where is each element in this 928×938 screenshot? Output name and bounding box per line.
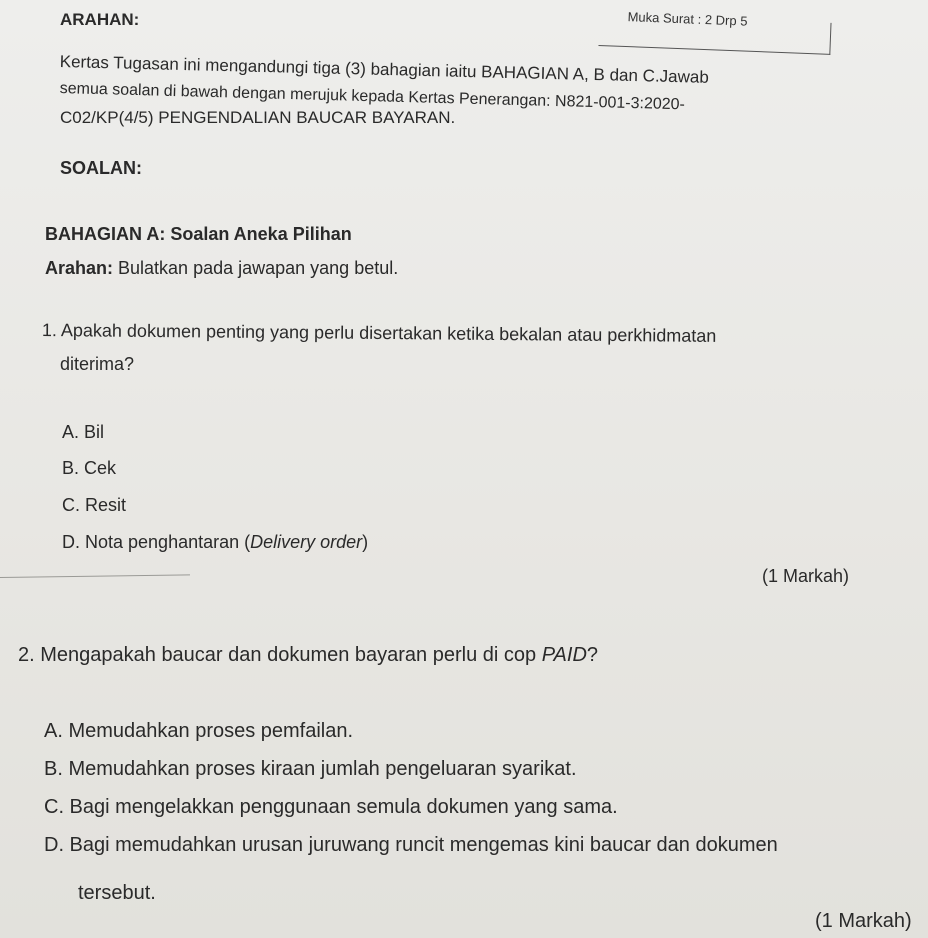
- question-2-option-c: C. Bagi mengelakkan penggunaan semula dokumen yang sama.: [44, 796, 618, 818]
- soalan-heading: SOALAN:: [60, 158, 142, 178]
- section-a-direction: Arahan: Bulatkan pada jawapan yang betul.: [45, 258, 399, 278]
- section-a-title: BAHAGIAN A: Soalan Aneka Pilihan: [45, 224, 352, 244]
- question-1-text-cont: diterima?: [60, 354, 135, 374]
- instruction-line-2: semua soalan di bawah dengan merujuk kepada Kertas Penerangan: N821-001-3:2020-: [59, 80, 686, 114]
- page-number: Muka Surat : 2 Drp 5: [627, 9, 748, 29]
- question-1-option-a: A. Bil: [62, 422, 105, 442]
- question-1-option-b: B. Cek: [62, 458, 117, 478]
- page-number-box: [598, 6, 831, 55]
- question-1-marks: (1 Markah): [762, 566, 850, 586]
- question-2-marks: (1 Markah): [815, 910, 912, 932]
- question-1-option-c: C. Resit: [62, 495, 127, 515]
- instruction-line-1: Kertas Tugasan ini mengandungi tiga (3) bahagian iaitu BAHAGIAN A, B dan C.Jawab: [59, 52, 710, 87]
- faint-rule: [0, 574, 190, 578]
- instruction-line-3: C02/KP(4/5) PENGENDALIAN BAUCAR BAYARAN.: [60, 108, 456, 127]
- question-1-option-d: D. Nota penghantaran (Delivery order): [62, 532, 369, 552]
- question-1-text: 1. Apakah dokumen penting yang perlu disertakan ketika bekalan atau perkhidmatan: [41, 320, 717, 346]
- question-2-option-b: B. Memudahkan proses kiraan jumlah pengeluaran syarikat.: [44, 758, 577, 780]
- question-2-option-a: A. Memudahkan proses pemfailan.: [44, 720, 354, 742]
- arahan-heading: ARAHAN:: [60, 10, 140, 29]
- question-2-option-d: D. Bagi memudahkan urusan juruwang runcit mengemas kini baucar dan dokumen: [44, 834, 778, 856]
- question-2-text: 2. Mengapakah baucar dan dokumen bayaran perlu di cop PAID?: [18, 644, 599, 666]
- question-2-option-d-cont: tersebut.: [78, 882, 156, 904]
